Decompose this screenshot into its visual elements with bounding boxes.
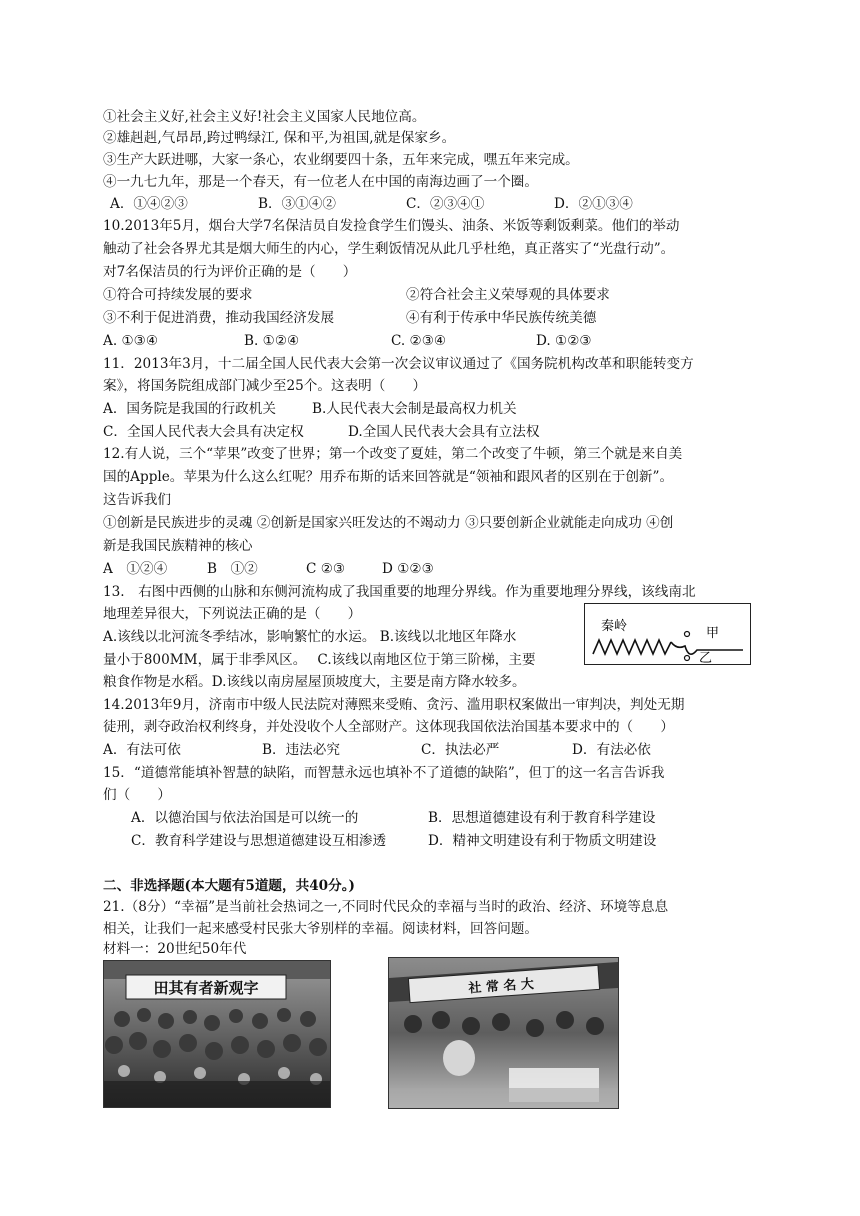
q15-stem-2: 们（ ）: [103, 787, 171, 803]
q12-option-b: B ①②: [207, 561, 258, 577]
q9-line-4: ④一九七九年，那是一个春天，有一位老人在中国的南海边画了一个圈。: [103, 174, 538, 190]
photo1-banner-text: 田其有者新观字: [153, 979, 259, 997]
q10-stem-1: 10.2013年5月，烟台大学7名保洁员自发捡食学生们馒头、油条、米饭等剩饭剩菜。他们的举动: [103, 218, 680, 234]
q10-stem-2: 触动了社会各界尤其是烟大师生的内心，学生剩饭情况从此几乎杜绝，真正落实了“光盘行动”。: [103, 241, 675, 257]
q11-stem-2: 案》，将国务院组成部门减少至25个。这表明（ ）: [103, 378, 427, 394]
q12-stem-2: 国的Apple。苹果为什么这么红呢？用乔布斯的话来回答就是“领袖和跟风者的区别在于创新”。: [103, 469, 674, 485]
q11-option-a: A．国务院是我国的行政机关: [103, 401, 276, 417]
point-a-marker: [685, 632, 690, 637]
q9-line-3: ③生产大跃进哪，大家一条心，农业纲要四十条，五年来完成，嘿五年来完成。: [103, 152, 579, 168]
q10-option-d: D. ①②③: [536, 333, 592, 349]
q14-option-c: C．执法必严: [421, 742, 500, 758]
q13-line-3: A.该线以北河流冬季结冰，影响繁忙的水运。 B.该线以北地区年降水: [103, 629, 517, 645]
q12-stem-3: 这告诉我们: [103, 492, 171, 508]
crowd-with-banner-image: [104, 961, 330, 1107]
mountain-label: 秦岭: [601, 619, 628, 634]
q21-stem-1: 21.（8分）“幸福”是当前社会热词之一,不同时代民众的幸福与当时的政治、经济、环境等息息: [103, 899, 669, 915]
q21-stem-2: 相关，让我们一起来感受村民张大爷别样的幸福。阅读材料，回答问题。: [103, 921, 538, 937]
q12-stem-4: ①创新是民族进步的灵魂 ②创新是国家兴旺发达的不竭动力 ③只要创新企业就能走向成功 ④创: [103, 515, 674, 531]
q10-option-a: A. ①③④: [103, 333, 159, 349]
q9-option-d: D．②①③④: [554, 196, 633, 212]
q11-option-b: B.人民代表大会制是最高权力机关: [312, 401, 517, 417]
q10-stem-3: 对7名保洁员的行为评价正确的是（ ）: [103, 264, 357, 280]
q11-option-d: D.全国人民代表大会具有立法权: [348, 424, 540, 440]
q12-option-c: C ②③: [306, 561, 346, 577]
q15-stem-1: 15．“道德常能填补智慧的缺陷，而智慧永远也填补不了道德的缺陷”，但丁的这一名言告诉我: [103, 765, 665, 781]
q12-option-a: A ①②④: [103, 561, 168, 577]
material-1-label: 材料一：20世纪50年代: [103, 941, 247, 957]
q13-line-4: 量小于800MM，属于非季风区。 C.该线以南地区位于第三阶梯，主要: [103, 652, 536, 668]
mountain-river-diagram: [585, 604, 749, 663]
point-b-label: 乙: [699, 651, 713, 663]
q13-line-2: 地理差异很大，下列说法正确的是（ ）: [103, 606, 362, 622]
q12-option-d: D ①②③: [382, 561, 434, 577]
q14-stem-2: 徒刑，剥夺政治权利终身，并处没收个人全部财产。这体现我国依法治国基本要求中的（ ）: [103, 719, 674, 735]
q9-line-1: ①社会主义好,社会主义好!社会主义国家人民地位高。: [103, 109, 426, 125]
q9-option-a: A．①④②③: [110, 196, 188, 212]
q15-option-a: A．以德治国与依法治国是可以统一的: [131, 810, 359, 826]
q10-item-1: ①符合可持续发展的要求: [103, 287, 253, 303]
q9-line-2: ②雄赳赳,气昂昂,跨过鸭绿江, 保和平,为祖国,就是保家乡。: [103, 130, 456, 146]
q15-option-c: C．教育科学建设与思想道德建设互相渗透: [131, 833, 387, 849]
point-a-label: 甲: [706, 626, 720, 641]
q9-option-c: C．②③④①: [406, 196, 485, 212]
historical-photo-1: [103, 960, 331, 1108]
q10-option-c: C. ②③④: [391, 333, 447, 349]
q11-option-c: C．全国人民代表大会具有决定权: [103, 424, 304, 440]
q10-item-2: ②符合社会主义荣辱观的具体要求: [406, 287, 610, 303]
point-b-marker: [685, 656, 690, 661]
q10-item-3: ③不利于促进消费，推动我国经济发展: [103, 310, 335, 326]
q12-stem-5: 新是我国民族精神的核心: [103, 538, 253, 554]
mountain-range-line: [593, 640, 671, 654]
q14-option-a: A．有法可依: [103, 742, 181, 758]
q10-option-b: B. ①②④: [244, 333, 300, 349]
q15-option-d: D．精神文明建设有利于物质文明建设: [428, 833, 657, 849]
section-2-heading: 二、非选择题(本大题有5道题，共40分。): [103, 878, 355, 894]
q9-option-b: B．③①④②: [258, 196, 336, 212]
q14-option-d: D．有法必依: [572, 742, 651, 758]
qinling-map-figure: [584, 603, 751, 665]
q11-stem-1: 11．2013年3月，十二届全国人民代表大会第一次会议审议通过了《国务院机构改革和职能转变方: [103, 356, 694, 372]
q13-line-1: 13. 右图中西侧的山脉和东侧河流构成了我国重要的地理分界线。作为重要地理分界线，该线南北: [103, 584, 696, 600]
village-gathering-image: [389, 958, 618, 1108]
q12-stem-1: 12.有人说，三个“苹果”改变了世界；第一个改变了夏娃，第二个改变了牛顿，第三个就是来自美: [103, 446, 683, 462]
q15-option-b: B．思想道德建设有利于教育科学建设: [428, 810, 656, 826]
q14-stem-1: 14.2013年9月，济南市中级人民法院对薄熙来受贿、贪污、滥用职权案做出一审判决，判处无期: [103, 697, 685, 713]
historical-photo-2: [388, 957, 619, 1109]
q14-option-b: B．违法必究: [262, 742, 340, 758]
q10-item-4: ④有利于传承中华民族传统美德: [406, 310, 597, 326]
q13-line-5: 粮食作物是水稻。D.该线以南房屋屋顶坡度大，主要是南方降水较多。: [103, 674, 526, 690]
photo2-banner-text: 社 常 名 大: [467, 976, 535, 997]
